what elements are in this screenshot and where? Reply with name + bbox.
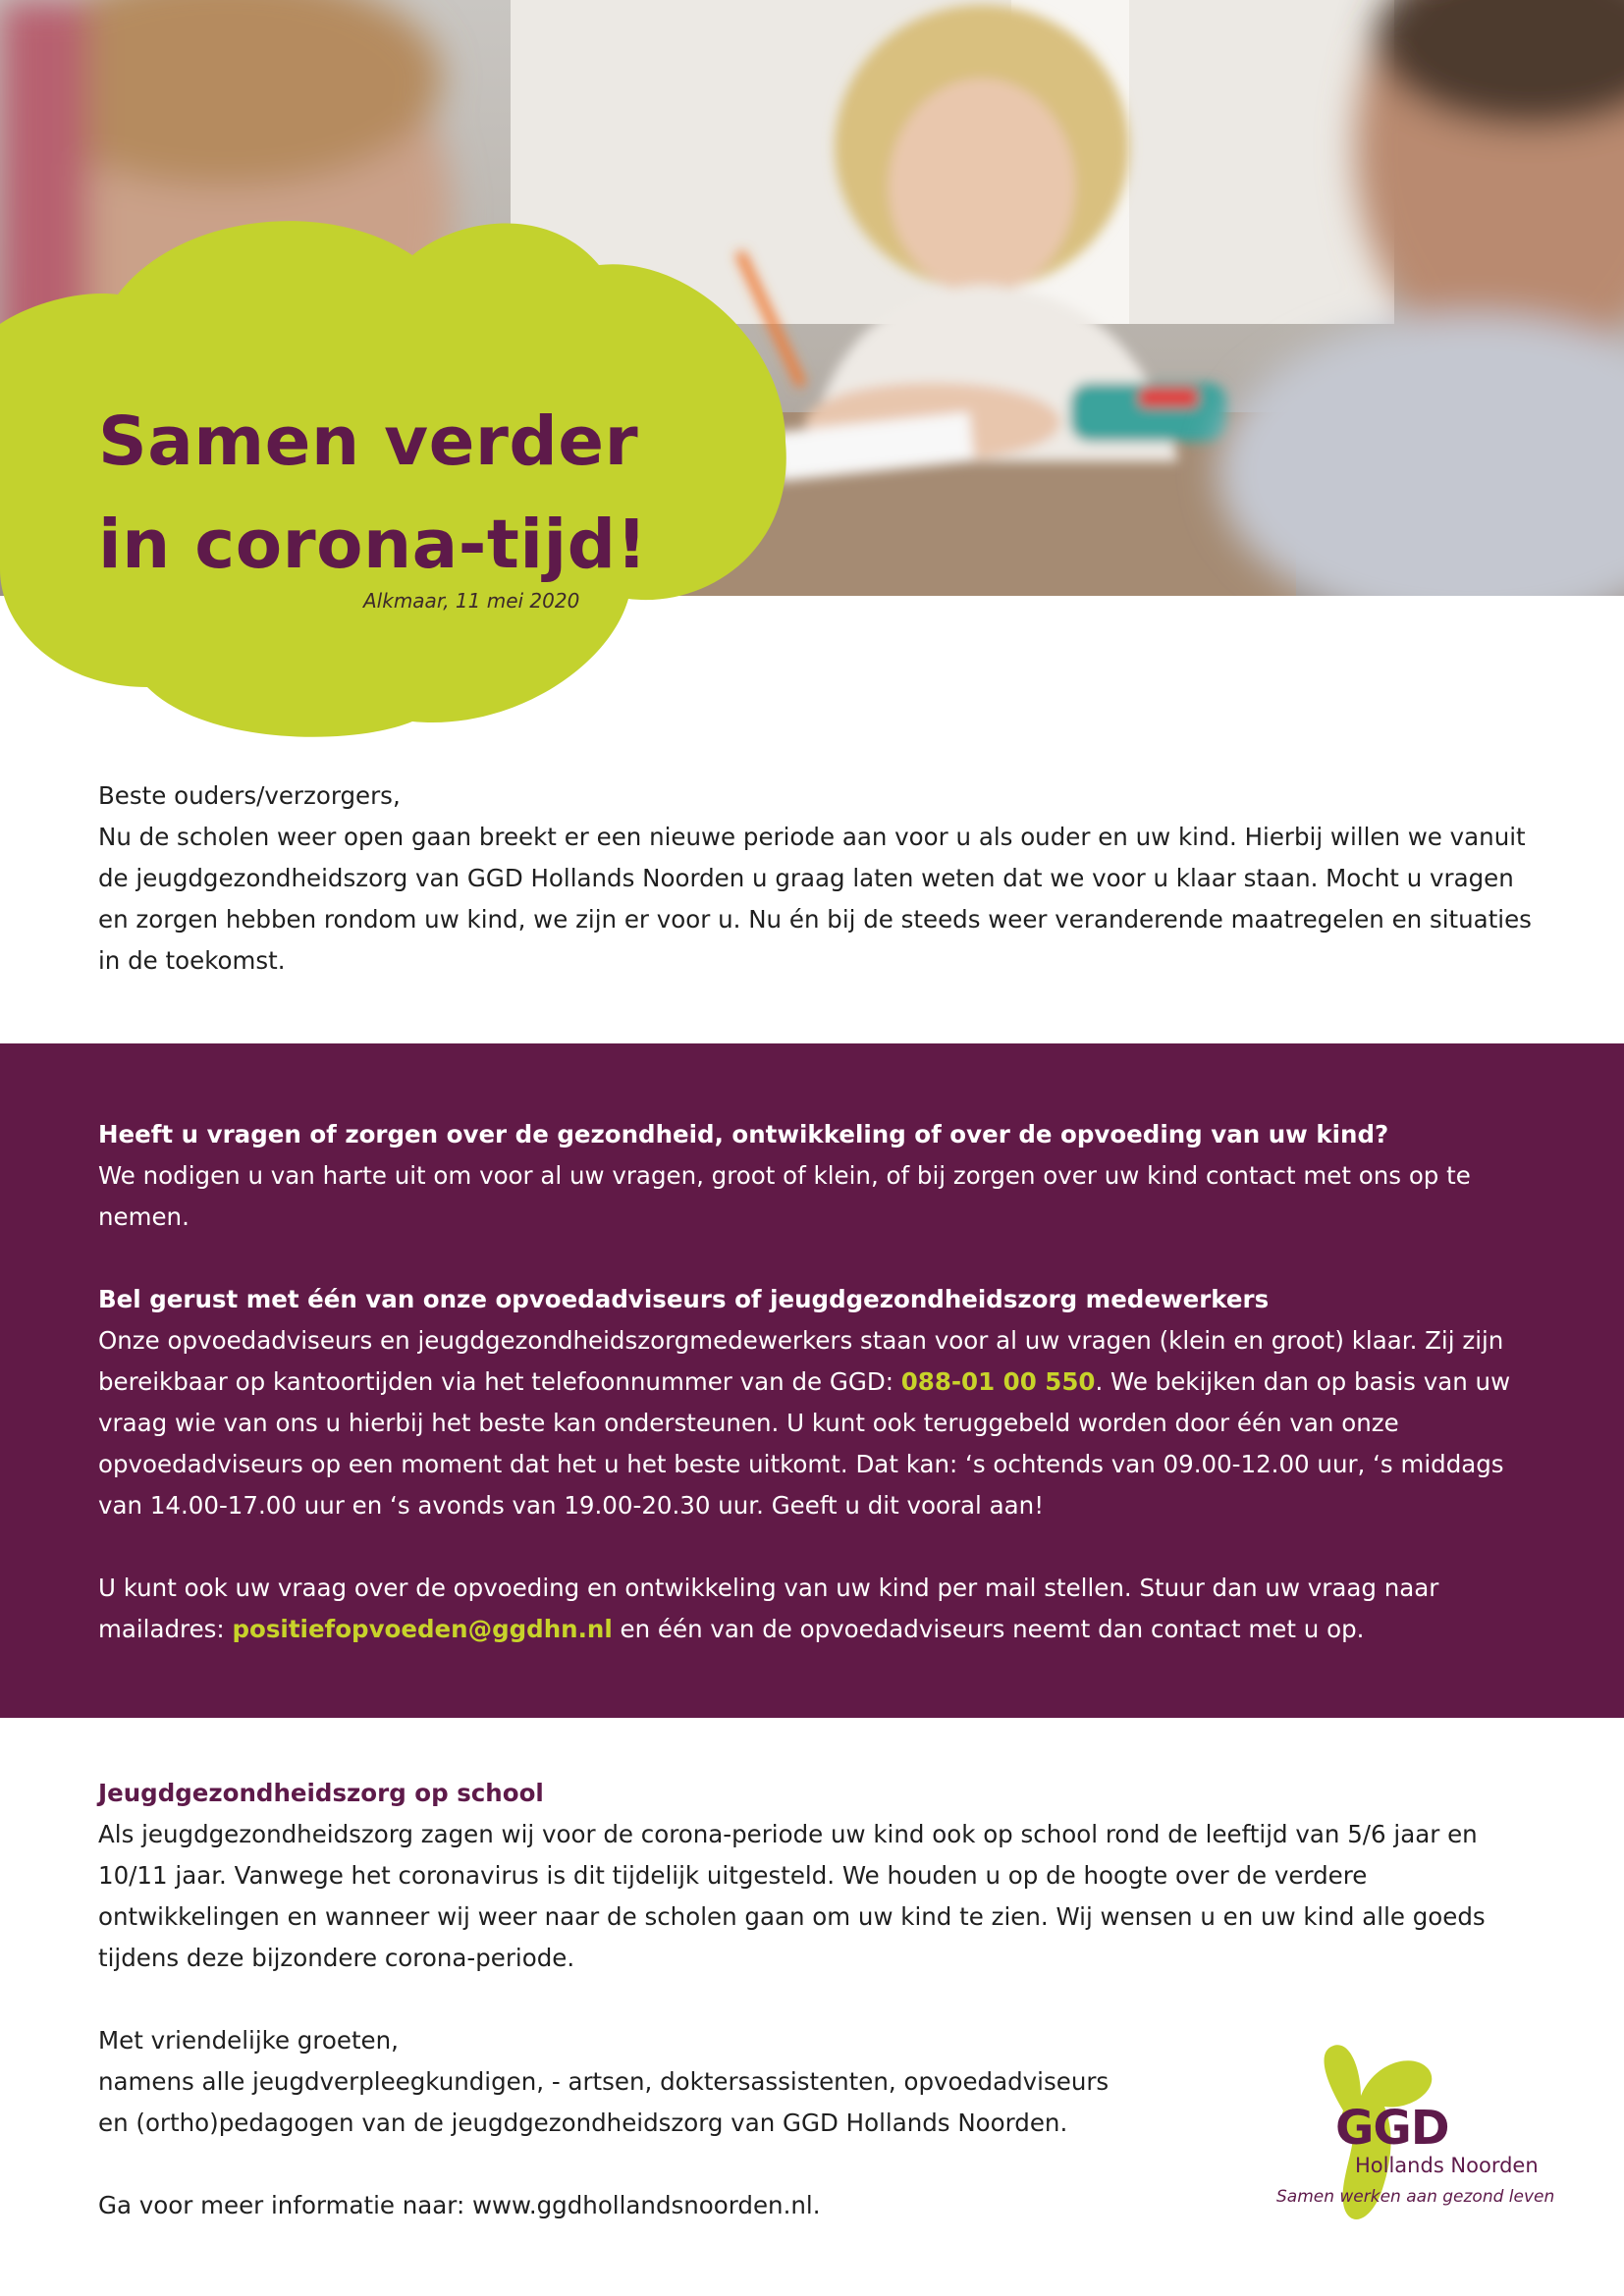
panel-paragraph-call [98,1320,1532,1526]
logo-tagline: Samen werken aan gezond leven [1276,2187,1555,2207]
mail-text-after: en één van de opvoedadviseurs neemt dan contact met u op. [612,1615,1365,1643]
panel-paragraph-mail [98,1568,1532,1650]
signature-line-2: en (ortho)pedagogen van de jeugdgezondheidszorg van GGD Hollands Noorden. [98,2109,1068,2137]
panel-heading-call: Bel gerust met één van onze opvoedadviseurs of jeugdgezondheidszorg medewerkers [98,1285,1270,1313]
call-text-after: . We bekijken dan op basis van uw vraag wie van ons u hierbij het beste kan ondersteunen. U kunt ook teruggebeld worden door één van onze opvoedadviseurs op een moment dat het u het beste uitkomt. Dat kan: ‘s ochtends van 09.00-12.00 uur, ‘s middags van 14.00-17.00 uur en ‘s avonds van 19.00-20.30 uur. Geeft u dit vooral aan! [98,1367,1511,1520]
page-title [98,391,648,597]
signature-line-1: namens alle jeugdverpleegkundigen, - artsen, doktersassistenten, opvoedadviseurs [98,2067,1110,2096]
intro-section [98,775,1532,982]
title-line-2: in corona-tijd! [98,506,648,584]
title-line-1: Samen verder [98,402,639,481]
place-date: Alkmaar, 11 mei 2020 [363,589,580,613]
logo-region: Hollands Noorden [1355,2154,1539,2177]
school-heading: Jeugdgezondheidszorg op school [98,1779,544,1807]
phone-number[interactable]: 088-01 00 550 [900,1367,1096,1396]
contact-panel [0,1043,1624,1718]
more-info-link[interactable]: Ga voor meer informatie naar: www.ggdhollandsnoorden.nl. [98,2191,821,2219]
panel-heading-questions: Heeft u vragen of zorgen over de gezondheid, ontwikkeling of over de opvoeding van uw kind? [98,1120,1389,1148]
mail-text-before: U kunt ook uw vraag over de opvoeding en ontwikkeling van uw kind per mail stellen. Stuur dan uw vraag naar mailadres: [98,1574,1439,1643]
intro-paragraph: Nu de scholen weer open gaan breekt er een nieuwe periode aan voor u als ouder en uw kind. Hierbij willen we vanuit de jeugdgezondheidszorg van GGD Hollands Noorden u graag laten weten dat we voor u klaar staan. Mocht u vragen en zorgen hebben rondom uw kind, we zijn er voor u. Nu én bij de steeds weer veranderende maatregelen en situaties in de toekomst. [98,823,1532,975]
school-paragraph: Als jeugdgezondheidszorg zagen wij voor de corona-periode uw kind ook op school rond de leeftijd van 5/6 jaar en 10/11 jaar. Vanwege het coronavirus is dit tijdelijk uitgesteld. We houden u op de hoogte over de verdere ontwikkelingen en wanneer wij weer naar de scholen gaan om uw kind te zien. Wij wensen u en uw kind alle goeds tijdens deze bijzondere corona-periode. [98,1820,1486,1972]
email-link[interactable]: positiefopvoeden@ggdhn.nl [232,1615,613,1643]
greeting: Beste ouders/verzorgers, [98,781,401,810]
closing-greeting: Met vriendelijke groeten, [98,2026,399,2055]
call-text-before: Onze opvoedadviseurs en jeugdgezondheidszorgmedewerkers staan voor al uw vragen (klein en groot) klaar. Zij zijn bereikbaar op kantoortijden via het telefoonnummer van de GGD: [98,1326,1504,1396]
panel-paragraph-invite: We nodigen u van harte uit om voor al uw vragen, groot of klein, of bij zorgen over uw kind contact met ons op te nemen. [98,1161,1471,1231]
logo-name: GGD [1335,2101,1449,2156]
